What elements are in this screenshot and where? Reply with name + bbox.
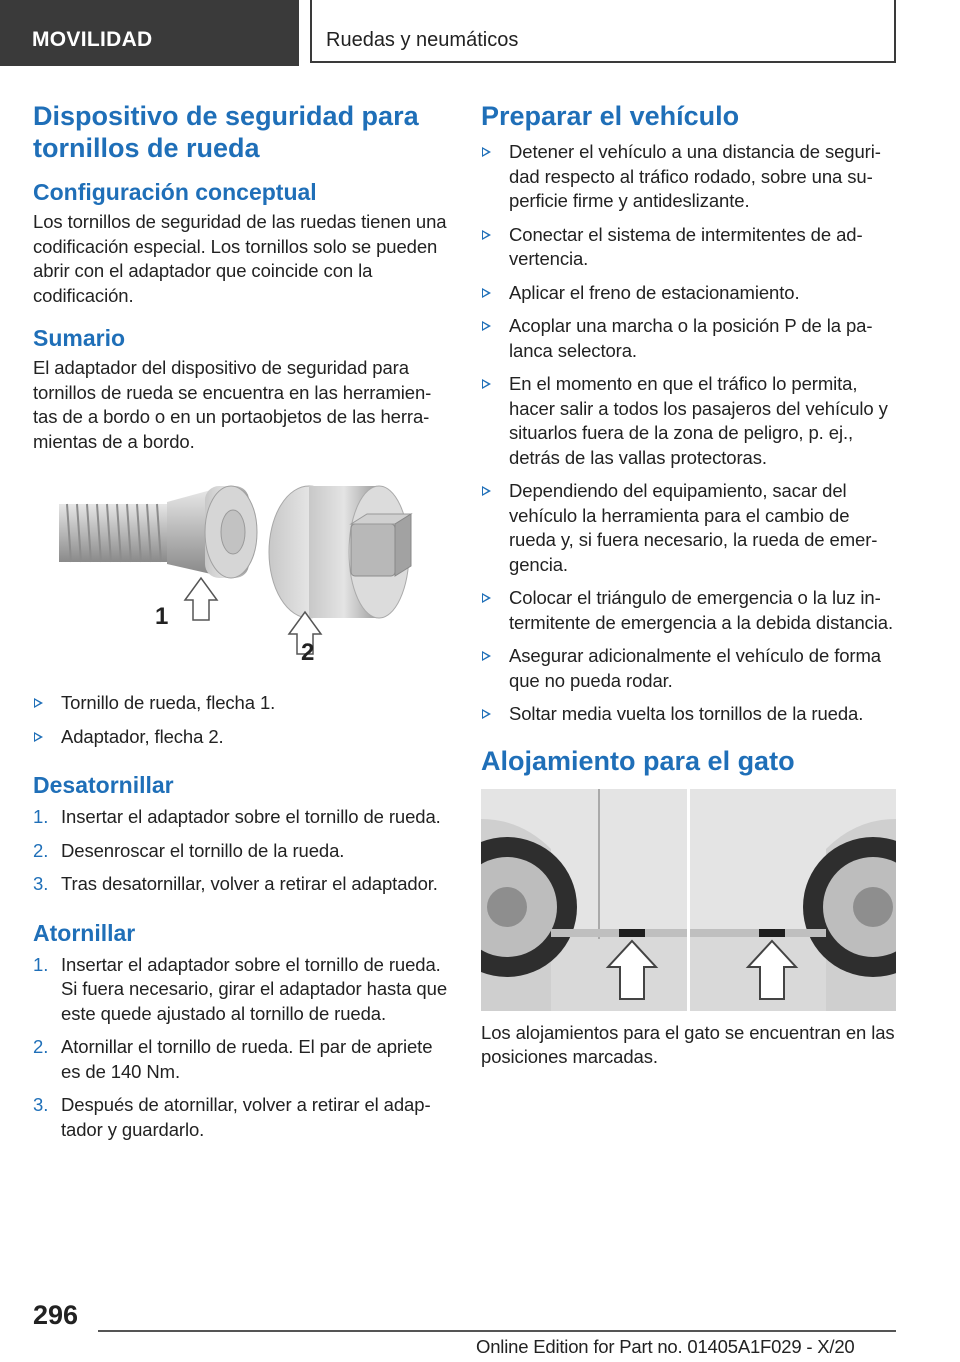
list-item: Acoplar una marcha o la posición P de la palanca selectora.	[481, 314, 896, 363]
footer-edition: Online Edition for Part no. 01405A1F029 - X/20	[476, 1336, 855, 1357]
bullet-triangle-icon	[482, 379, 491, 389]
header-chapter-label: Ruedas y neumáticos	[326, 29, 519, 51]
bullet-triangle-icon	[482, 651, 491, 661]
header-section-label: MOVILIDAD	[32, 28, 153, 51]
figure-label-1: 1	[155, 603, 169, 630]
list-item: Colocar el triángulo de emergencia o la luz intermitente de emergencia a la debida distancia.	[481, 586, 896, 635]
list-item: Detener el vehículo a una distancia de seguridad respecto al tráfico rodado, sobre una superficie firme y antideslizante.	[481, 140, 896, 214]
list-item: 1. Insertar el adaptador sobre el tornillo de rueda.	[33, 806, 441, 827]
list-item: 2. Atornillar el tornillo de rueda. El par de apriete es de 140 Nm.	[33, 1036, 433, 1082]
screw-heading: Atornillar	[33, 919, 136, 946]
list-item: 3. Después de atornillar, volver a retirar el adaptador y guardarlo.	[33, 1094, 431, 1140]
unscrew-steps	[33, 805, 448, 897]
bullet-triangle-icon	[482, 486, 491, 496]
concept-heading: Configuración conceptual	[33, 179, 317, 205]
list-item: 2. Desenroscar el tornillo de la rueda.	[33, 839, 345, 861]
bullet-triangle-icon	[482, 709, 491, 719]
unscrew-heading: Desatornillar	[33, 772, 174, 798]
list-item: 1. Insertar el adaptador sobre el tornillo de rueda. Si fuera necesario, girar el adaptador hasta que este quede ajustado al tornillo de rueda.	[33, 953, 448, 1024]
list-item: Aplicar el freno de estacionamiento.	[481, 281, 896, 306]
bullet-triangle-icon	[482, 230, 491, 240]
list-item: Adaptador, flecha 2.	[33, 725, 448, 750]
bullet-triangle-icon	[482, 147, 491, 157]
list-item: Conectar el sistema de intermitentes de advertencia.	[481, 223, 896, 272]
list-item: Tornillo de rueda, flecha 1.	[33, 691, 448, 716]
list-item: Dependiendo del equipamiento, sacar del vehículo la herramienta para el cambio de rueda y, si fuera necesario, la rueda de emergencia.	[481, 479, 896, 577]
bullet-triangle-icon	[34, 698, 43, 708]
prep-heading: Preparar el vehículo	[481, 101, 740, 131]
summary-heading: Sumario	[33, 325, 126, 351]
header-chapter-tab	[310, 0, 896, 63]
prep-list	[481, 140, 896, 727]
bullet-triangle-icon	[482, 288, 491, 298]
list-item: En el momento en que el tráfico lo permita, hacer salir a todos los pasajeros del vehículo y situarlos fuera de la zona de peligro, p. ej., detrás de las vallas protectoras.	[481, 372, 896, 470]
jack-points-figure	[481, 789, 896, 1011]
figure-legend-list	[33, 691, 448, 749]
page-number: 296	[33, 1300, 79, 1330]
list-item: 3. Tras desatornillar, volver a retirar el adaptador.	[33, 873, 438, 894]
concept-text: Los tornillos de seguridad de las ruedas tienen una codificación especial. Los tornillos solo se pueden abrir con el adaptador que coincide con la codificación.	[33, 211, 447, 306]
list-item: Soltar media vuelta los tornillos de la rueda.	[481, 702, 896, 727]
left-column	[33, 100, 448, 1151]
summary-text: El adaptador del dispositivo de seguridad para tornillos de rueda se encuentra en las herramientas de a bordo o en un portaobjetos de las herramientas de a bordo.	[33, 357, 432, 452]
figure-label-2: 2	[301, 639, 315, 666]
bullet-triangle-icon	[482, 321, 491, 331]
jack-text: Los alojamientos para el gato se encuentran en las posiciones marcadas.	[481, 1021, 895, 1067]
screw-steps	[33, 953, 448, 1143]
right-column	[481, 100, 896, 1086]
jack-heading: Alojamiento para el gato	[481, 745, 795, 776]
bullet-triangle-icon	[482, 593, 491, 603]
list-item: Asegurar adicionalmente el vehículo de forma que no pueda rodar.	[481, 644, 896, 693]
bullet-triangle-icon	[34, 732, 43, 742]
footer-divider	[98, 1330, 896, 1332]
bolt-adapter-figure	[33, 470, 448, 685]
page-title: Dispositivo de seguridad para tornillos de rueda	[33, 101, 419, 163]
header-section-tab	[0, 0, 299, 66]
